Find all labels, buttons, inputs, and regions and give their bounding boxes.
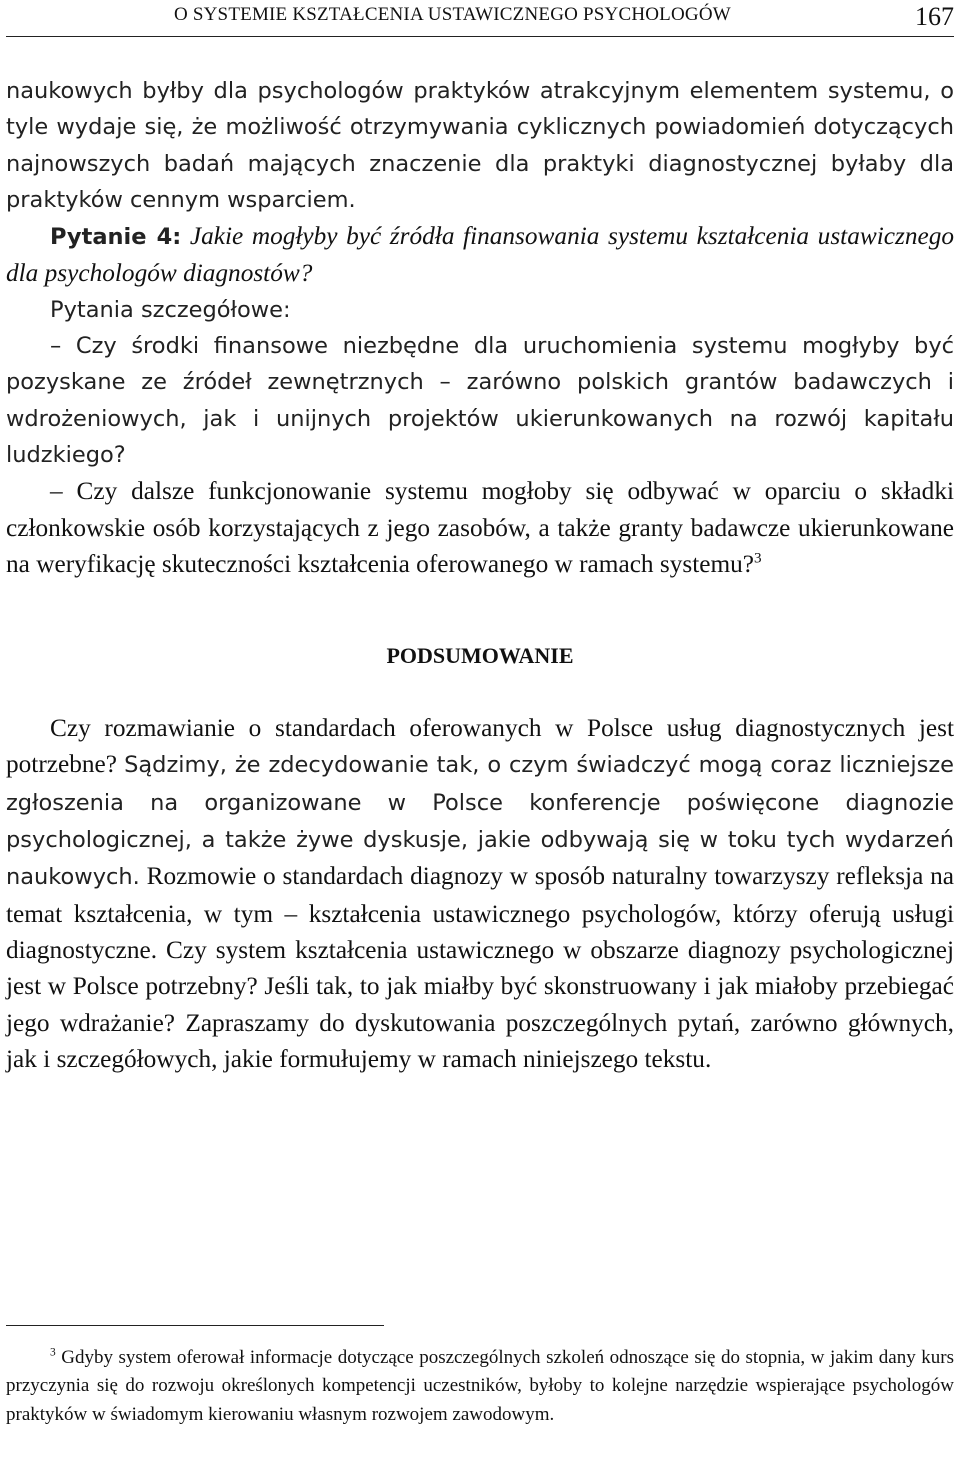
summary-sentence-1: Czy rozmawianie o standardach oferowanych w Polsce usług diagnostycznych jest potrzebne? <box>6 714 954 779</box>
question-4-label: Pytanie 4: <box>50 224 182 251</box>
section-spacer <box>6 582 954 638</box>
question-4-text: Jakie mogłyby być źródła finansowania systemu kształcenia ustawicznego dla psychologów diagnostów? <box>6 222 954 288</box>
summary-sentence-4: Czy system kształcenia ustawicznego w obszarze diagnozy psychologicznej jest w Polsce potrzebny? Jeśli tak, to jak miałby być skonstruowany i jak miałoby przebiegać jego wdrażanie? <box>6 935 955 1037</box>
footnote-reference: 3 <box>754 549 762 567</box>
footnote-text: Gdyby system oferował informacje dotyczące poszczególnych szkoleń odnoszące się do stopnia, w jakim dany kurs przyczynia się do rozwoju określonych kompetencji uczestników, byłoby to kolejne narzędzie wspierające psychologów praktyków w świadomym kierowaniu własnym rozwojem zawodowym. <box>6 1347 954 1425</box>
heading-spacer <box>6 674 954 710</box>
detailed-question-1: – Czy środki finansowe niezbędne dla uruchomienia systemu mogłyby być pozyskane ze źródeł zewnętrznych – zarówno polskich grantów badawczych i wdrożeniowych, jak i unijnych projektów ukierunkowanych na rozwój kapitału ludzkiego? <box>6 333 954 468</box>
summary-sentence-3: Rozmowie o standardach diagnozy w sposób naturalny towarzyszy refleksja na temat kształcenia, w tym – kształcenia ustawicznego psychologów, którzy oferują usługi diagnostyczne. <box>6 862 954 964</box>
footnote <box>6 1344 954 1429</box>
summary-paragraph <box>6 710 954 1077</box>
detailed-question-2-text: – Czy dalsze funkcjonowanie systemu mogłoby się odbywać w oparciu o składki członkowskie osób korzystających z jego zasobów, a także granty badawcze ukierunkowane na weryfikację skuteczności kształcenia oferowanego w ramach systemu? <box>6 477 954 578</box>
summary-sentence-5: Zapraszamy do dyskutowania poszczególnych pytań, zarówno głównych, jak i szczegółowych, jakie formułujemy w ramach niniejszego tekstu. <box>6 1008 954 1073</box>
paragraph-continuation: naukowych byłby dla psychologów praktyków atrakcyjnym elementem systemu, o tyle wydaje się, że możliwość otrzymywania cyklicznych powiadomień dotyczących najnowszych badań mających znaczenie dla praktyki diagnostycznej byłaby dla praktyków cennym wsparciem. <box>6 78 954 213</box>
section-heading: PODSUMOWANIE <box>386 643 574 669</box>
summary-sentence-2: Sądzimy, że zdecydowanie tak, o czym świadczyć mogą coraz liczniejsze zgłoszenia na organizowane w Polsce konferencje poświęcone diagnozie psychologicznej, a także żywe dyskusje, jakie odbywają się w toku tych wydarzeń naukowych. <box>6 752 954 891</box>
body-text <box>6 73 954 1077</box>
document-page <box>6 0 954 1458</box>
detailed-question-2 <box>6 473 954 582</box>
question-4 <box>6 218 954 292</box>
footnote-separator <box>6 1325 384 1326</box>
running-title: O SYSTEMIE KSZTAŁCENIA USTAWICZNEGO PSYCHOLOGÓW <box>174 4 731 25</box>
page-header <box>6 0 954 37</box>
page-number: 167 <box>915 2 954 31</box>
detailed-questions-label: Pytania szczegółowe: <box>50 296 291 323</box>
footnote-number: 3 <box>50 1346 56 1359</box>
